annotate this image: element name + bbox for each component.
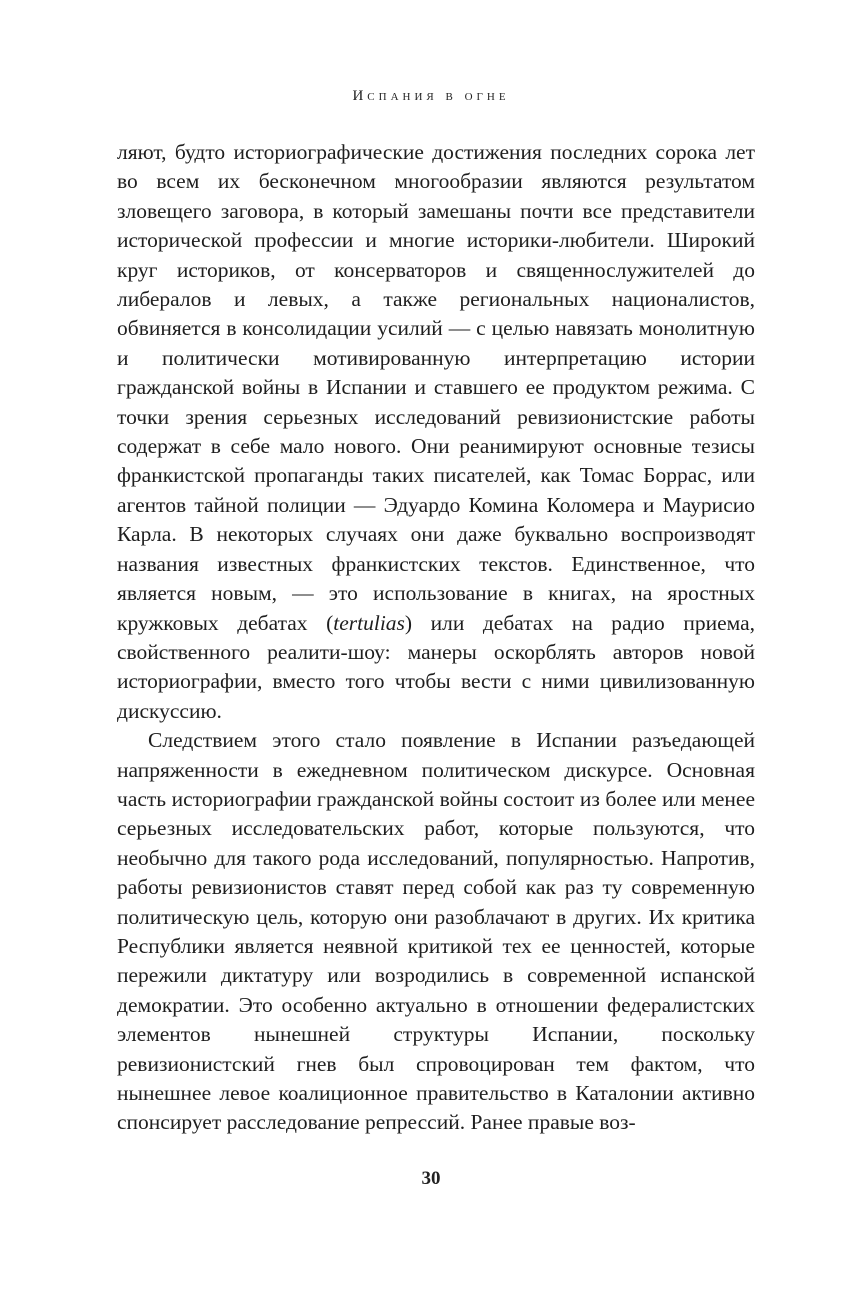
page-number: 30 [421,1168,441,1189]
paragraph-2: Следствием этого стало появление в Испании разъедающей напряженности в ежедневном политическом дискурсе. Основная часть историографии гражданской войны состоит из более или менее серьезных исследовательских работ, которые пользуются, что необычно для такого рода исследований, популярностью. Напротив, работы ревизионистов ставят перед собой как раз ту современную политическую цель, которую они разоблачают в других. Их критика Республики является неявной критикой тех ее ценностей, которые пережили диктатуру или возродились в современной испанской демократии. Это особенно актуально в отношении федералистских элементов нынешней структуры Испании, поскольку ревизионистский гнев был спровоцирован тем фактом, что нынешнее левое коалиционное правительство в Каталонии активно спонсирует расследование репрессий. Ранее правые воз- [117,728,755,1135]
running-head: Испания в огне [352,88,510,104]
paragraph-1-italic-term: tertulias [333,610,405,635]
paragraph-1 [117,138,755,726]
body-text [117,138,755,1138]
paragraph-1-text-b: ) или дебатах на радио приема, свойственного реалити-шоу: манеры оскорблять авторов новой историографии, вместо того чтобы вести с ними цивилизованную дискуссию. [117,610,755,723]
paragraph-1-text-a: ляют, будто историографические достижения последних сорока лет во всем их бесконечном многообразии являются результатом зловещего заговора, в который замешаны почти все представители исторической профессии и многие историки-любители. Широкий круг историков, от консерваторов и священнослужителей до либералов и левых, а также региональных националистов, обвиняется в консолидации усилий — с целью навязать монолитную и политически мотивированную интерпретацию истории гражданской войны в Испании и ставшего ее продуктом режима. С точки зрения серьезных исследований ревизионистские работы содержат в себе мало нового. Они реанимируют основные тезисы франкистской пропаганды таких писателей, как Томас Боррас, или агентов тайной полиции — Эдуардо Комина Коломера и Маурисио Карла. В некоторых случаях они даже буквально воспроизводят названия известных франкистских текстов. Единственное, что является новым, — это использование в книгах, на яростных кружковых дебатах ( [117,140,755,635]
